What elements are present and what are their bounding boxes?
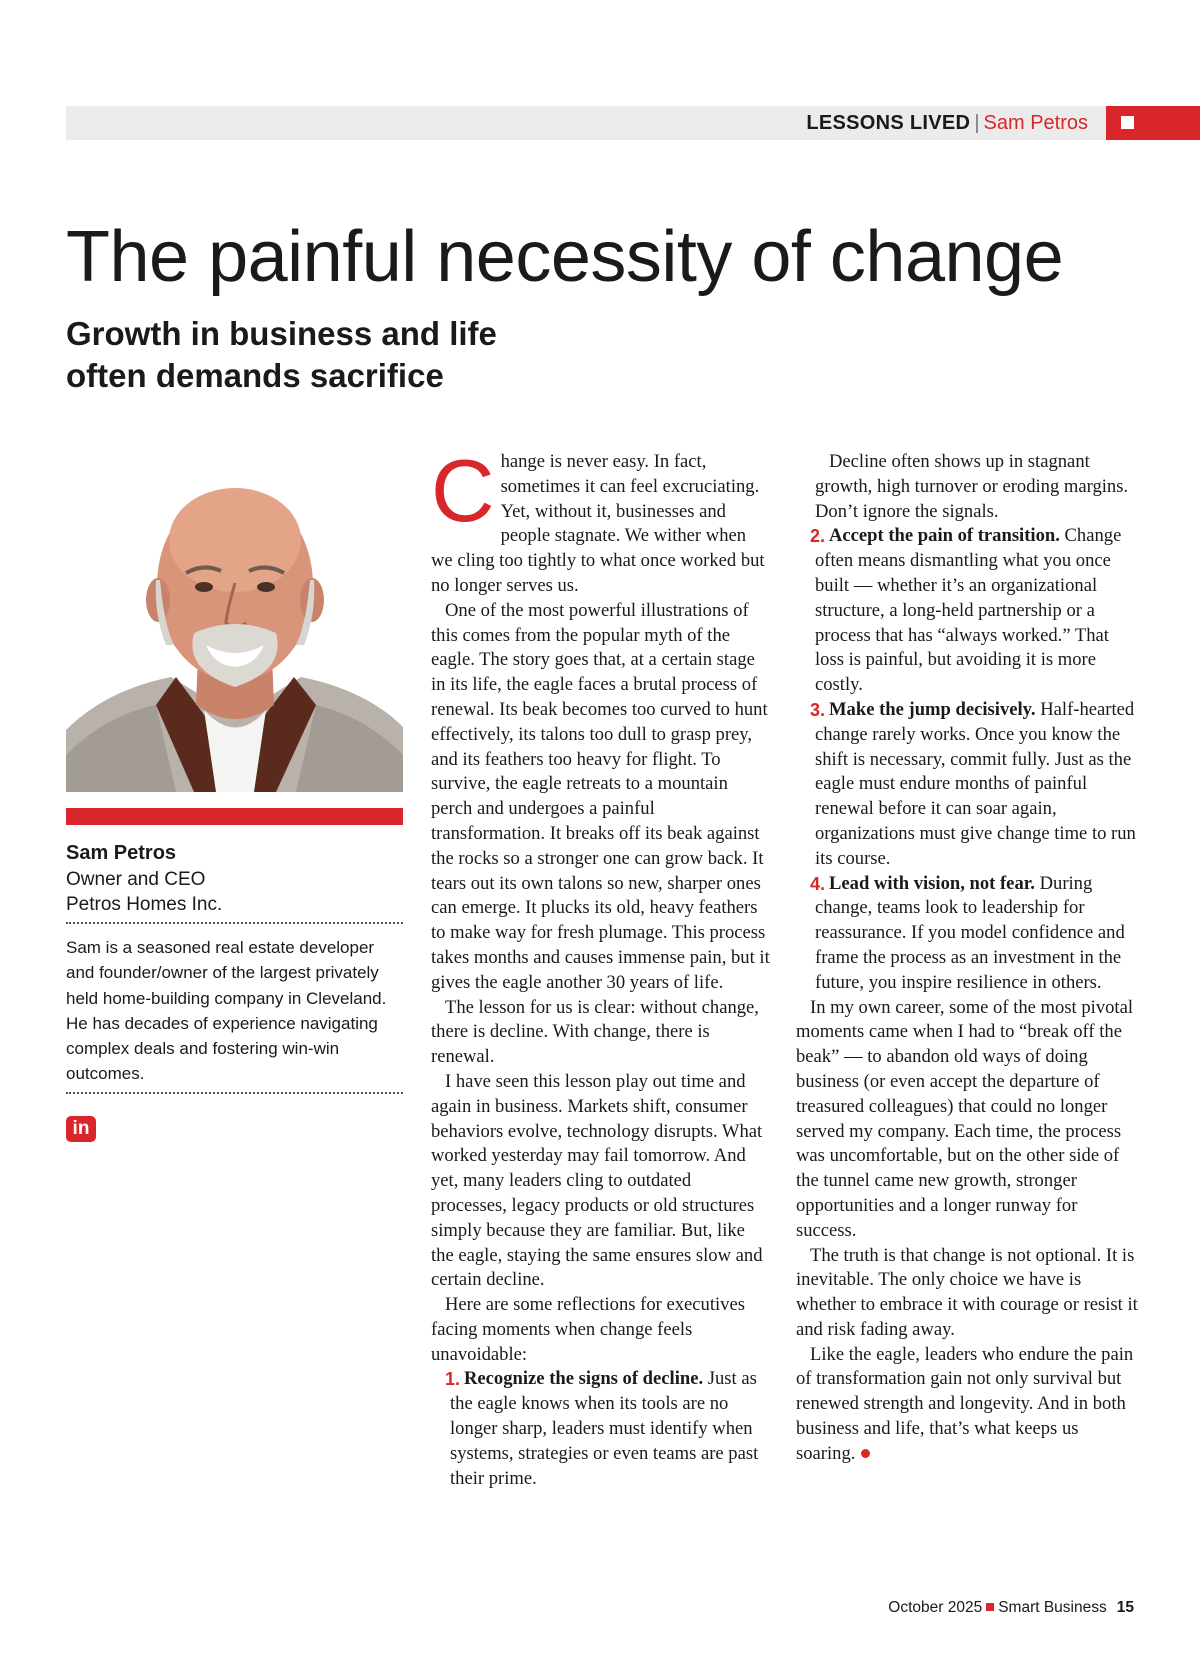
list-number: 3. <box>810 699 826 720</box>
footer-square-icon <box>986 1603 994 1611</box>
list-item-2 <box>796 524 1141 698</box>
list-item-3 <box>796 698 1141 872</box>
marker-square-icon <box>1121 116 1134 129</box>
author-role: Owner and CEO <box>66 869 206 890</box>
author-accent-rule <box>66 808 403 825</box>
divider-bottom <box>66 1092 403 1094</box>
list-item-heading: Recognize the signs of decline. <box>464 1368 704 1390</box>
list-item-text: During change, teams look to leadership for reassurance. If you model confidence and frame the process as an investment in the future, you inspire resilience in others. <box>815 872 1125 993</box>
divider-top <box>66 922 403 924</box>
deck-line-2: often demands sacrifice <box>66 357 444 394</box>
list-item-heading: Lead with vision, not fear. <box>829 872 1035 894</box>
body-paragraph-6: In my own career, some of the most pivotal moments came when I had to “break off the beak” — to abandon old ways of doing business (or even accept the departure of treasured colleagues) that could no longer served my company. Each time, the process was uncomfortable, but on the other side of the tunnel came new growth, stronger opportunities and a longer runway for success. <box>796 996 1134 1241</box>
author-portrait-illustration <box>66 455 403 792</box>
page-number: 15 <box>1116 1599 1134 1616</box>
end-mark-icon <box>861 1449 870 1458</box>
body-paragraph-1: Change is never easy. In fact, sometimes it can feel excruciating. Yet, without it, businesses and people stagnate. We wither when we cling too tightly to what once worked but no longer serves us. <box>431 441 765 596</box>
body-paragraph-8: Like the eagle, leaders who endure the pain of transformation gain not only survival but renewed strength and longevity. And in both business and life, that’s what keeps us soaring. <box>796 1343 1134 1464</box>
columnist-name: Sam Petros <box>983 112 1088 134</box>
article-column-1 <box>431 441 771 1491</box>
author-photo <box>66 455 403 792</box>
body-paragraph-4: I have seen this lesson play out time and again in business. Markets shift, consumer behaviors evolve, technology disrupts. What worked yesterday may fail tomorrow. And yet, many leaders cling to outdated processes, legacy products or old structures simply because they are familiar. But, like the eagle, staying the same ensures slow and certain decline. <box>431 1070 763 1291</box>
body-paragraph-7: The truth is that change is not optional. It is inevitable. The only choice we have is whether to embrace it with courage or resist it and risk fading away. <box>796 1244 1138 1340</box>
author-company: Petros Homes Inc. <box>66 894 223 915</box>
list-item-4 <box>796 872 1141 996</box>
list-item-text: Half-hearted change rarely works. Once you know the shift is necessary, commit fully. Just as the eagle must endure months of painful renewal before it can soar again, organizations must give change time to run its course. <box>815 698 1136 869</box>
footer-publication: Smart Business <box>998 1599 1107 1616</box>
deck-line-1: Growth in business and life <box>66 315 497 352</box>
list-item-text: Change often means dismantling what you once built — whether it’s an organizational structure, a long-held partnership or a process that has “always worked.” That loss is painful, but avoiding it is more costly. <box>815 525 1122 696</box>
author-bio: Sam is a seasoned real estate developer and founder/owner of the largest privately held home-building company in Cleveland. He has decades of experience navigating complex deals and fostering win-win outcomes. <box>66 938 387 1084</box>
page-footer <box>888 1598 1134 1618</box>
article-deck <box>66 313 497 397</box>
list-number: 2. <box>810 526 826 547</box>
section-separator: | <box>974 112 980 134</box>
list-item-heading: Make the jump decisively. <box>829 698 1036 720</box>
article-column-2 <box>796 450 1141 1467</box>
list-item-1-continued: Decline often shows up in stagnant growth, high turnover or eroding margins. Don’t ignore the signals. <box>815 451 1129 522</box>
linkedin-icon[interactable]: in <box>66 1116 96 1142</box>
body-paragraph-5: Here are some reflections for executives facing moments when change feels unavoidable: <box>431 1294 745 1365</box>
list-item-heading: Accept the pain of transition. <box>829 525 1060 547</box>
article-title: The painful necessity of change <box>66 217 1064 297</box>
body-paragraph-3: The lesson for us is clear: without change, there is decline. With change, there is renewal. <box>431 996 759 1068</box>
section-header-bar <box>66 106 1200 140</box>
list-item-1 <box>431 1367 771 1491</box>
drop-cap: C <box>431 441 495 540</box>
body-paragraph-2: One of the most powerful illustrations of this comes from the popular myth of the eagle. The story goes that, at a certain stage in its life, the eagle faces a brutal process of renewal. Its beak becomes too curved to hunt effectively, its talons too dull to grasp prey, and its feathers too heavy for flight. To survive, the eagle retreats to a mountain perch and undergoes a painful transformation. It breaks off its beak against the rocks so a stronger one can grow back. It tears out its own talons so new, sharper ones can emerge. It plucks its old, heavy feathers to make way for fresh plumage. This process takes months and causes immense pain, but it gives the eagle another 30 years of life. <box>431 599 770 993</box>
author-name: Sam Petros <box>66 842 177 864</box>
section-kicker: LESSONS LIVED <box>806 112 971 134</box>
list-number: 4. <box>810 873 826 894</box>
list-number: 1. <box>445 1369 461 1390</box>
section-label <box>806 111 1088 135</box>
section-marker <box>1106 106 1200 140</box>
list-item-text: Just as the eagle knows when its tools are no longer sharp, leaders must identify when systems, strategies or even teams are past their prime. <box>450 1368 759 1489</box>
footer-issue: October 2025 <box>888 1599 983 1616</box>
